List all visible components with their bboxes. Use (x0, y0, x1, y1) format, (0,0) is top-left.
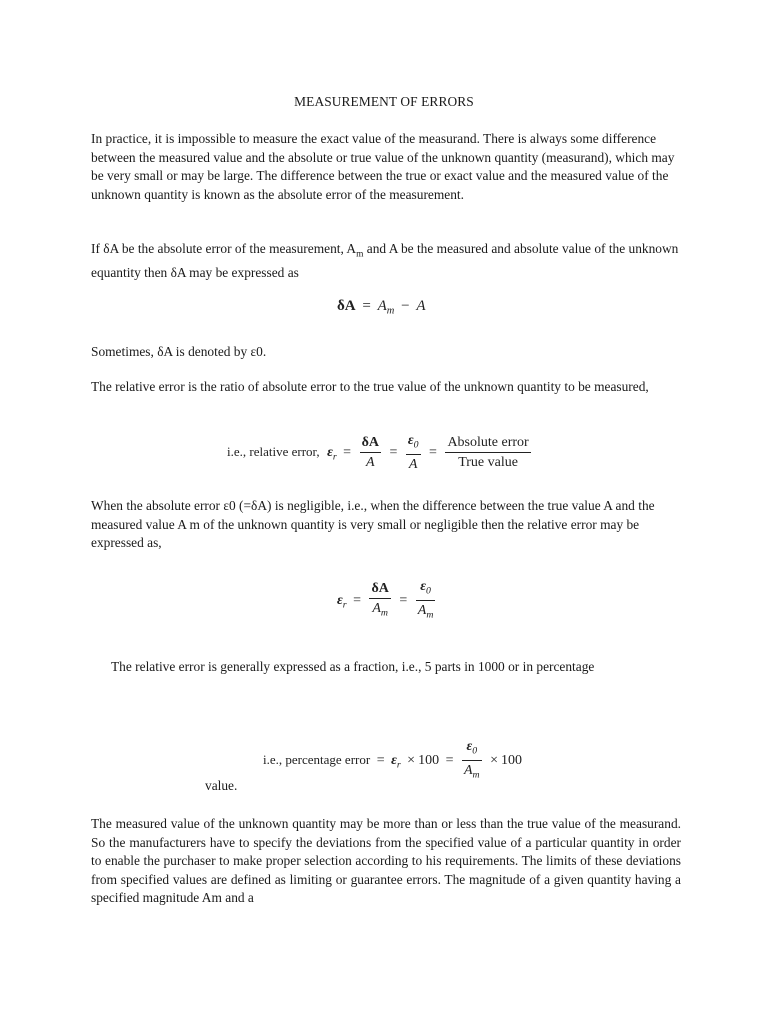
formula-fraction (406, 432, 421, 473)
formula-operator: = (362, 298, 371, 314)
formula-relative-error (227, 432, 533, 473)
paragraph-absolute-error-intro: In practice, it is impossible to measure the exact value of the measurand. There is always some difference between the measured value and the absolute or true value of the unknown quantity (measurand), which may be very small or may be large. The difference between the true or exact value and the measured value of the unknown quantity is known as the absolute error of the measurement. (91, 131, 675, 202)
fraction-denominator (416, 601, 436, 623)
fraction-numerator: δA (369, 580, 390, 599)
formula-term: ε (391, 753, 397, 769)
formula-subscript: 0 (426, 585, 431, 597)
paragraph-denoted: Sometimes, δA is denoted by ε0. (91, 344, 267, 359)
fraction-numerator: Absolute error (445, 434, 530, 453)
formula-term: 100 (501, 753, 523, 769)
formula-fraction (416, 578, 436, 624)
formula-label: i.e., percentage error (263, 752, 371, 768)
formula-term: δA (337, 298, 356, 314)
formula-operator: = (445, 753, 454, 769)
formula-subscript: m (380, 607, 388, 619)
fraction-denominator: A (365, 455, 375, 471)
formula-subscript: r (396, 759, 401, 771)
formula-term: ε (337, 593, 343, 609)
paragraph-text: If δA be the absolute error of the measurement, A (91, 241, 357, 256)
formula-term: ε (327, 444, 333, 460)
paragraph-text: and A be the measured and absolute value of the unknown equantity then δA may be expressed as (91, 241, 679, 280)
formula-subscript: m (386, 305, 395, 317)
formula-fraction (360, 434, 381, 471)
fraction-numerator (416, 578, 436, 601)
fraction-numerator: δA (360, 434, 381, 453)
formula-operator: − (401, 298, 410, 314)
formula-label: i.e., relative error, (227, 443, 320, 459)
formula-term: A (416, 298, 426, 314)
formula-term: A (417, 603, 427, 619)
paragraph-fraction-percentage: The relative error is generally expressed as a fraction, i.e., 5 parts in 1000 or in percentage (111, 659, 595, 674)
formula-operator: × (407, 753, 416, 769)
formula-term: A (463, 763, 473, 779)
formula-absolute-error (337, 297, 426, 321)
formula-subscript: m (472, 769, 480, 781)
formula-fraction (462, 738, 482, 784)
formula-fraction (369, 580, 390, 621)
paragraph-negligible-error: When the absolute error ε0 (=δA) is negligible, i.e., when the difference between the true value A and the measured value A m of the unknown quantity is very small or negligible then the relative error may be expressed as, (91, 498, 655, 550)
formula-subscript: r (332, 451, 337, 463)
formula-fraction (445, 434, 530, 471)
formula-subscript: m (426, 609, 434, 621)
formula-operator: = (376, 753, 385, 769)
formula-operator: = (389, 444, 398, 460)
fraction-numerator (462, 738, 482, 761)
formula-relative-error-measured (337, 578, 437, 624)
formula-subscript: r (342, 599, 347, 611)
formula-term: ε (420, 579, 427, 594)
formula-subscript: 0 (413, 439, 419, 451)
formula-term: ε (466, 739, 473, 754)
paragraph-relative-error-definition: The relative error is the ratio of absolute error to the true value of the unknown quantity to be measured, (91, 379, 649, 394)
document-title: MEASUREMENT OF ERRORS (294, 94, 474, 109)
formula-term: 100 (418, 753, 440, 769)
formula-operator: = (399, 593, 408, 609)
formula-term: ε (407, 433, 414, 448)
paragraph-value-word: value. (205, 778, 238, 793)
formula-operator: = (429, 444, 437, 460)
formula-operator: = (343, 444, 352, 460)
formula-subscript: 0 (472, 745, 478, 757)
fraction-denominator (462, 761, 482, 783)
subscript-m: m (356, 249, 364, 260)
fraction-numerator (406, 432, 421, 455)
formula-operator: × (490, 753, 499, 769)
fraction-denominator (369, 599, 390, 621)
fraction-denominator: True value (458, 455, 518, 471)
paragraph-absolute-error-definition (91, 240, 681, 282)
fraction-denominator: A (408, 457, 418, 473)
formula-operator: = (353, 593, 361, 609)
formula-term: A (377, 298, 387, 314)
paragraph-limiting-errors: The measured value of the unknown quantity may be more than or less than the true value of the measurand. So the manufacturers have to specify the deviations from the specified value of a particular quantity in order to enable the purchaser to make proper selection according to his requirements. The limits of these deviations from specified values are defined as limiting or guarantee errors. The magnitude of a given quantity having a specified magnitude Am and a (91, 816, 681, 905)
formula-term: A (372, 601, 381, 617)
